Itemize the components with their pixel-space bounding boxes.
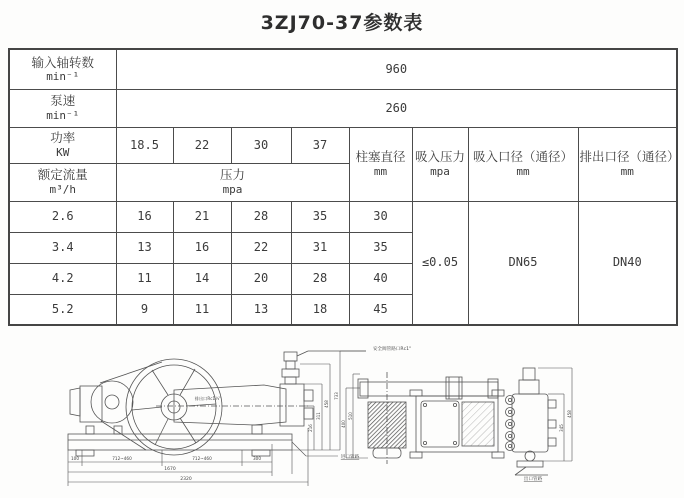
pump-speed-label: 泵速	[50, 93, 76, 109]
pressure-header	[116, 163, 349, 201]
pump-speed-value: 260	[116, 89, 677, 127]
row-header-input-speed	[9, 49, 116, 89]
side-view-dim-text	[71, 345, 411, 482]
discharge-port-value: DN40	[578, 201, 677, 325]
dim-label: 400	[341, 420, 346, 428]
suction-port-value: DN65	[468, 201, 578, 325]
dim-label: 458	[567, 410, 572, 418]
suction-pressure-label: 吸入压力	[414, 149, 465, 165]
dim-label: 216	[308, 424, 313, 432]
pressure-unit: mpa	[222, 182, 243, 196]
discharge-port-unit: mm	[620, 164, 634, 178]
pressure-value: 22	[231, 232, 291, 263]
pressure-value: 13	[116, 232, 173, 263]
plunger-value: 30	[349, 201, 412, 232]
suction-port-label: 吸入口径（通径）	[472, 149, 573, 165]
outlet-pipe-label: 出口管路	[523, 477, 543, 482]
plunger-value: 35	[349, 232, 412, 263]
crankcase	[174, 385, 286, 425]
dim-label: 510	[348, 412, 353, 420]
col-header-discharge-port	[578, 127, 680, 201]
power-value: 22	[173, 127, 231, 163]
pressure-label: 压力	[219, 167, 245, 183]
power-value: 37	[291, 127, 349, 163]
plan-view-dim-text	[341, 412, 353, 428]
table-row	[9, 201, 677, 232]
pressure-value: 20	[231, 263, 291, 294]
pump-drawing-svg	[56, 344, 612, 494]
power-value: 18.5	[116, 127, 173, 163]
input-speed-unit: min⁻¹	[46, 70, 80, 84]
row-header-pump-speed	[9, 89, 116, 127]
pressure-value: 21	[173, 201, 231, 232]
power-value: 30	[231, 127, 291, 163]
dim-label: 345	[559, 424, 564, 432]
power-label: 功率	[50, 130, 76, 146]
side-view-dimensions	[68, 351, 366, 486]
pressure-value: 16	[173, 232, 231, 263]
pressure-value: 18	[291, 294, 349, 325]
side-view	[68, 351, 366, 456]
suction-pressure-unit: mpa	[430, 164, 450, 178]
row-header-power	[9, 127, 116, 163]
page-title: 3ZJ70-37参数表	[260, 12, 424, 34]
dim-label: 311	[316, 412, 321, 420]
pressure-value: 11	[173, 294, 231, 325]
input-speed-label: 输入轴转数	[31, 54, 94, 70]
flow-value: 2.6	[9, 201, 116, 232]
col-header-suction-port	[468, 127, 578, 201]
inlet-pipe-label: 进口管路	[340, 455, 360, 460]
dim-label: 1670	[164, 467, 176, 472]
row-header-rated-flow	[9, 163, 116, 201]
pressure-value: 16	[116, 201, 173, 232]
pressure-value: 28	[291, 263, 349, 294]
motor-bracket	[70, 388, 80, 416]
pressure-value: 28	[231, 201, 291, 232]
dim-label: 300	[253, 456, 261, 461]
table-row	[9, 127, 677, 163]
flow-value: 3.4	[9, 232, 116, 263]
col-header-plunger-diameter	[349, 127, 412, 201]
valve-block	[512, 394, 548, 452]
col-header-suction-pressure	[412, 127, 468, 201]
discharge-port-label: 排出口径（通径）	[579, 149, 680, 165]
fluid-end	[280, 384, 304, 426]
dim-label: 2320	[180, 477, 192, 482]
rated-flow-label: 额定流量	[37, 167, 88, 183]
pressure-value: 13	[231, 294, 291, 325]
pressure-value: 9	[116, 294, 173, 325]
plunger-label: 柱塞直径	[355, 149, 406, 165]
input-speed-value: 960	[116, 49, 677, 89]
plan-view	[358, 372, 504, 464]
pressure-value: 31	[291, 232, 349, 263]
discharge-port-label: 排出口Rc1½"	[194, 396, 222, 401]
flow-value: 4.2	[9, 263, 116, 294]
pump-speed-unit: min⁻¹	[46, 108, 80, 122]
flow-value: 5.2	[9, 294, 116, 325]
suction-pressure-value: ≤0.05	[412, 201, 468, 325]
safety-valve-label: 安全阀管路口Rc1"	[372, 347, 412, 352]
power-unit: KW	[56, 145, 70, 159]
safety-valve	[284, 352, 297, 361]
dim-label: 712~460	[192, 456, 212, 461]
dim-label: 712~460	[112, 456, 132, 461]
plunger-unit: mm	[373, 164, 388, 178]
end-view	[506, 368, 557, 475]
parameter-table	[8, 48, 678, 326]
dim-label: 458	[324, 400, 329, 408]
pressure-value: 14	[173, 263, 231, 294]
table-row	[9, 89, 677, 127]
pressure-value: 35	[291, 201, 349, 232]
plunger-value: 45	[349, 294, 412, 325]
pump-outline-drawing	[56, 344, 612, 498]
suction-port-unit: mm	[516, 164, 530, 178]
table-row	[9, 49, 677, 89]
dim-label: 100	[71, 456, 79, 461]
plunger-value: 40	[349, 263, 412, 294]
rated-flow-unit: m³/h	[49, 182, 76, 196]
dim-label: 733	[334, 392, 339, 400]
pressure-value: 11	[116, 263, 173, 294]
